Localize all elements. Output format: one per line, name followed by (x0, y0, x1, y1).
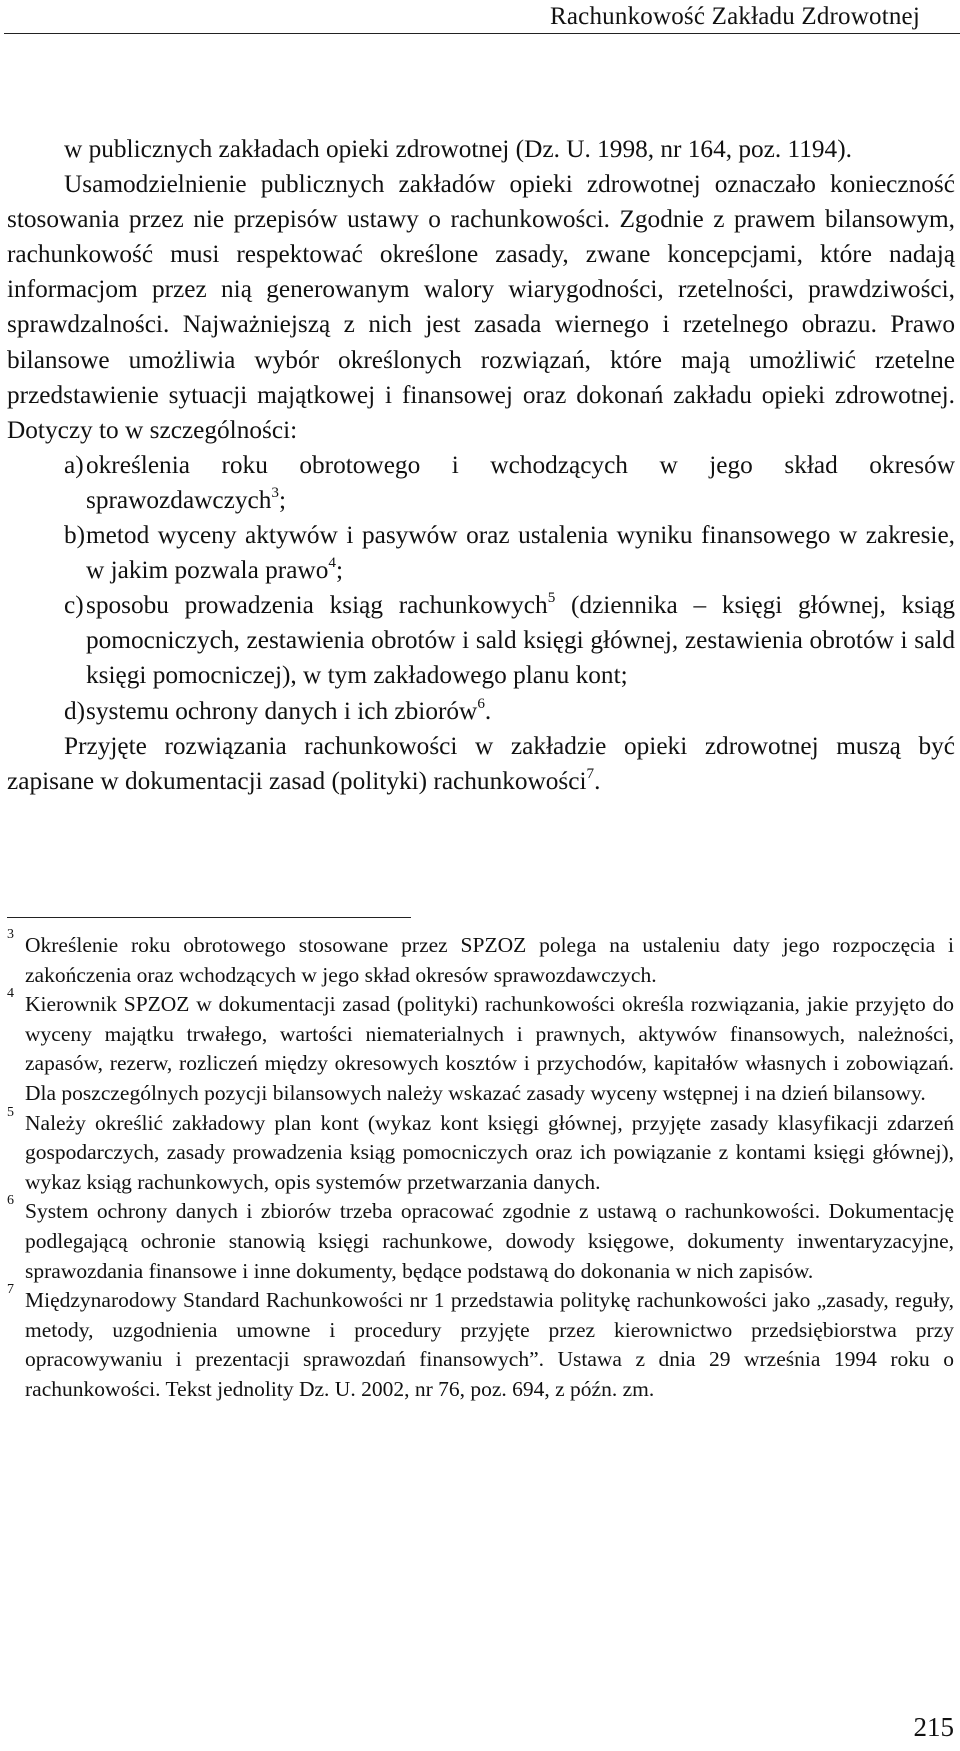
footnote (7, 1193, 954, 1286)
list-item-tail: ; (335, 556, 343, 585)
list-item-tail: (dziennika – księgi głównej, ksiąg pomocniczych, zestawienia obrotów i sald księgi głównej, zestawienia obrotów i sald księgi pomocniczej), w tym zakładowego planu kont; (86, 591, 955, 690)
footnote-text: Określenie roku obrotowego stosowane przez SPZOZ polega na ustaleniu daty jego rozpoczęcia i zakończenia oraz wchodzących w jego skład okresów sprawozdawczych. (25, 933, 954, 987)
footnote (7, 986, 954, 1108)
footnote-divider (7, 917, 411, 918)
footnote-number: 3 (7, 927, 14, 942)
list-item (7, 448, 955, 518)
list-item-text: sposobu prowadzenia ksiąg rachunkowych (86, 591, 548, 620)
list-item-label: b) (64, 521, 86, 550)
paragraph-closing (7, 729, 955, 799)
footnote-ref[interactable]: 3 (271, 484, 279, 501)
footnote-number: 6 (7, 1193, 14, 1209)
paragraph-closing-text: Przyjęte rozwiązania rachunkowości w zakładzie opieki zdrowotnej muszą być zapisane w dokumentacji zasad (polityki) rachunkowości (7, 731, 955, 795)
list-item (7, 588, 955, 693)
list-item-text: systemu ochrony danych i ich zbiorów (86, 696, 478, 725)
list-item (7, 518, 955, 588)
list-item-label: c) (64, 591, 84, 620)
footnote-text: Kierownik SPZOZ w dokumentacji zasad (polityki) rachunkowości określa rozwiązania, jakie przyjęto do wyceny majątku trwałego, wartości niematerialnych i prawnych, aktywów finansowych, należności, zapasów, rezerw, rozliczeń między okresowych kosztów i przychodów, kapitałów własnych i zobowiązań. Dla poszczególnych pozycji bilansowych należy wskazać zasady wyceny wstępnej i na dzień bilansowy. (25, 992, 954, 1105)
footnote-ref[interactable]: 7 (586, 764, 595, 782)
list-item-label: d) (64, 696, 86, 725)
paragraph-continuation: w publicznych zakładach opieki zdrowotnej (Dz. U. 1998, nr 164, poz. 1194). (64, 135, 852, 163)
list-item-label: a) (64, 450, 84, 479)
list-item-text: określenia roku obrotowego i wchodzących w jego skład okresów sprawozdawczych (86, 450, 955, 514)
header-title: Rachunkowość Zakładu Zdrowotnej (550, 3, 920, 30)
footnote (7, 1282, 954, 1404)
footnotes (7, 927, 954, 1405)
list-item (7, 694, 955, 729)
footnote-number: 4 (7, 986, 14, 1002)
paragraph-main: Usamodzielnienie publicznych zakładów opieki zdrowotnej oznaczało konieczność stosowania przez nie przepisów ustawy o rachunkowości. Zgodnie z prawem bilansowym, rachunkowość musi respektować określone zasady, zwane koncepcjami, które nadają informacjom przez nią generowanym walory wiarygodności, rzetelności, prawdziwości, sprawdzalności. Najważniejszą z nich jest zasada wiernego i rzetelnego obrazu. Prawo bilansowe umożliwia wybór określonych rozwiązań, które mają umożliwić rzetelne przedstawienie sytuacji majątkowej i finansowej oraz dokonań zakładu opieki zdrowotnej. Dotyczy to w szczególności: (7, 170, 955, 444)
footnote-number: 5 (7, 1104, 14, 1120)
footnote (7, 1104, 954, 1198)
list-item-tail: . (484, 696, 492, 725)
footnote-ref[interactable]: 6 (477, 694, 485, 712)
running-header (4, 0, 960, 34)
list-item-tail: ; (279, 485, 287, 514)
footnote-text: System ochrony danych i zbiorów trzeba opracować zgodnie z ustawą o rachunkowości. Dokumentację podlegającą ochronie stanowią księgi rachunkowe, dowody księgowe, dokumenty inwentaryzacyjne, sprawozdania finansowe i inne dokumenty, będące podstawą do dokonania w nich zapisów. (25, 1199, 954, 1283)
page-number: 215 (913, 1712, 954, 1742)
footnote-ref[interactable]: 5 (547, 589, 556, 607)
list-item-text: metod wyceny aktywów i pasywów oraz ustalenia wyniku finansowego w zakresie, w jakim pozwala prawo (86, 521, 955, 585)
item-list (7, 448, 955, 729)
paragraph-closing-tail: . (594, 766, 601, 795)
footnote-text: Należy określić zakładowy plan kont (wykaz kont księgi głównej, przyjęte zasady klasyfikacji zdarzeń gospodarczych, zasady prowadzenia ksiąg pomocniczych oraz ich powiązanie z kontami księgi głównej), wykaz ksiąg rachunkowych, opis systemów przetwarzania danych. (25, 1110, 954, 1194)
footnote-text: Międzynarodowy Standard Rachunkowości nr 1 przedstawia politykę rachunkowości jako „zasady, reguły, metody, uzgodnienia umowne i procedury przyjęte przez kierownictwo przedsiębiorstwa przy opracowywaniu i prezentacji sprawozdań finansowych”. Ustawa z dnia 29 września 1994 roku o rachunkowości. Tekst jednolity Dz. U. 2002, nr 76, poz. 694, z późn. zm. (25, 1288, 954, 1401)
footnote-number: 7 (7, 1282, 14, 1298)
main-text (7, 132, 955, 799)
footnote (7, 927, 954, 990)
footnote-ref[interactable]: 4 (328, 554, 336, 572)
